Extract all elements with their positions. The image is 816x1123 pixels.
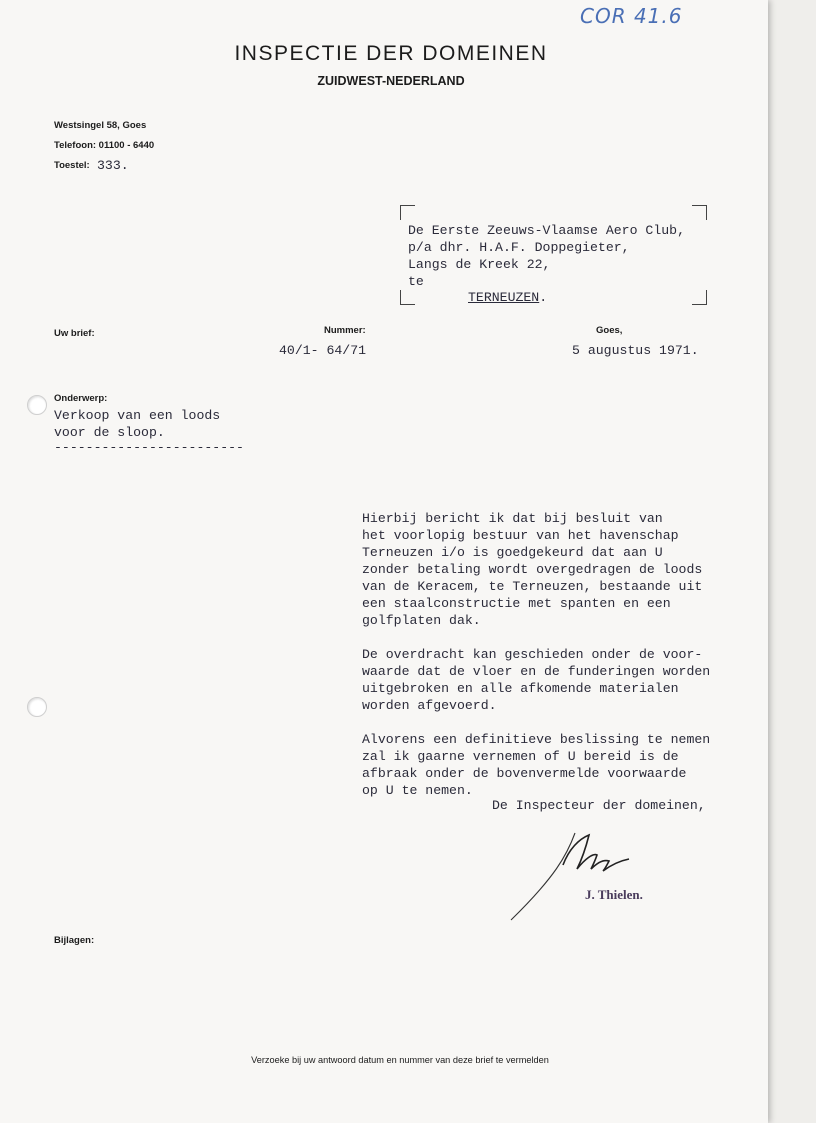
recipient-line: Langs de Kreek 22, [408,257,551,272]
number-value: 40/1- 64/71 [279,343,367,358]
body-line: worden afgevoerd. [362,698,497,713]
signatory-name: J. Thielen. [585,887,643,902]
body-line: zonder betaling wordt overgedragen de loods [362,562,703,577]
sender-extension-label: Toestel: [54,160,90,171]
body-line: op U te nemen. [362,783,473,798]
body-line: zal ik gaarne vernemen of U bereid is de [362,749,679,764]
punch-hole-top [27,395,47,415]
enclosures-label: Bijlagen: [54,935,95,946]
body-line: Terneuzen i/o is goedgekeurd dat aan U [362,545,663,560]
punch-hole-bottom [27,697,47,717]
sender-address: Westsingel 58, Goes [54,120,147,131]
body-line: waarde dat de vloer en de funderingen worden [362,664,711,679]
body-line: het voorlopig bestuur van het havenschap [362,528,679,543]
signature-icon [505,825,640,925]
recipient-city-suffix: . [539,290,548,305]
body-line: Hierbij bericht ik dat bij besluit van [362,511,663,526]
subject-line: Verkoop van een loods [54,408,221,423]
body-paragraph [362,731,710,799]
body-line: golfplaten dak. [362,613,481,628]
recipient-line: te [408,274,424,289]
letter-body [362,510,710,799]
footer-note: Verzoeke bij uw antwoord datum en nummer van deze brief te vermelden [251,1055,549,1065]
address-corner-bottom-right [692,290,707,305]
body-line: De overdracht kan geschieden onder de voor- [362,647,703,662]
recipient-city: TERNEUZEN [468,290,540,305]
subject-label: Onderwerp: [54,393,108,404]
date-value: 5 augustus 1971. [572,343,699,358]
body-line: een staalconstructie met spanten en een [362,596,671,611]
body-line: van de Keracem, te Terneuzen, bestaande uit [362,579,703,594]
recipient-address [408,222,685,290]
your-letter-label: Uw brief: [54,328,95,339]
number-label: Nummer: [324,325,366,336]
place-label: Goes, [596,325,623,336]
archive-code: COR 41.6 [580,4,683,28]
address-corner-bottom-left [400,290,415,305]
body-paragraph [362,646,710,714]
sender-phone: Telefoon: 01100 - 6440 [54,140,155,151]
recipient-city-row [468,289,547,306]
closing-title: De Inspecteur der domeinen, [492,798,706,813]
body-line: Alvorens een definitieve beslissing te nemen [362,732,711,747]
address-corner-top-left [400,205,415,220]
subject-text [54,407,244,456]
address-corner-top-right [692,205,707,220]
body-paragraph [362,510,710,629]
body-line: afbraak onder de bovenvermelde voorwaarde [362,766,687,781]
letterhead-subtitle: ZUIDWEST-NEDERLAND [317,74,465,88]
subject-line: voor de sloop. [54,425,165,440]
recipient-line: p/a dhr. H.A.F. Doppegieter, [408,240,630,255]
letterhead-title: INSPECTIE DER DOMEINEN [234,42,548,65]
body-line: uitgebroken en alle afkomende materialen [362,681,679,696]
recipient-line: De Eerste Zeeuws-Vlaamse Aero Club, [408,223,685,238]
sender-extension-value: 333. [97,158,129,173]
subject-underline: ------------------------ [54,440,244,455]
